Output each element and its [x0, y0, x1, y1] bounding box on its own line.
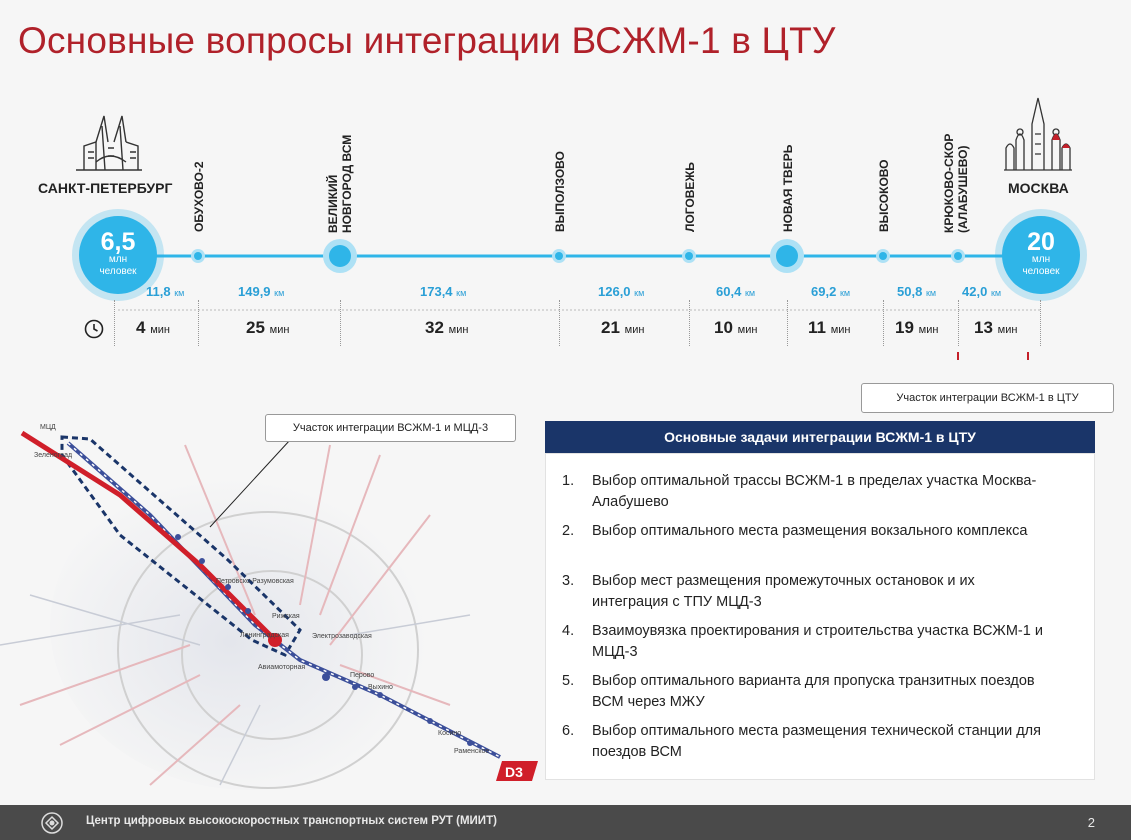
distance-5	[811, 284, 850, 299]
segment-separator	[114, 300, 115, 346]
station-label-kryukovo-text: КРЮКОВО-СКОР (АЛАБУШЕВО)	[942, 133, 970, 233]
station-dot-vypolzovo	[552, 249, 566, 263]
map-label-leningradskaya: Ленинградская	[240, 632, 289, 639]
end-population-unit-people: человек	[1022, 266, 1060, 277]
station-label-vypolzovo: ВЫПОЛЗОВО	[553, 151, 567, 232]
station-label-novgorod	[326, 123, 354, 233]
time-1-unit: мин	[269, 324, 290, 336]
distance-5-value: 69,2	[811, 284, 837, 299]
task-number: 1.	[562, 473, 575, 489]
distance-4	[716, 284, 755, 299]
start-city-label: САНКТ-ПЕТЕРБУРГ	[38, 180, 173, 196]
distance-4-value: 60,4	[716, 284, 742, 299]
station-dot-obukhovo	[191, 249, 205, 263]
distance-1	[238, 284, 284, 299]
map-label-ramenskoe: Раменское	[454, 748, 490, 755]
station-dot-logovezh	[682, 249, 696, 263]
station-dot-kryukovo	[951, 249, 965, 263]
time-3	[601, 318, 644, 338]
distance-5-unit: км	[839, 288, 851, 298]
task-number: 3.	[562, 573, 575, 589]
segment-separator	[883, 300, 884, 346]
segment-separator	[198, 300, 199, 346]
end-city-label: МОСКВА	[1008, 180, 1069, 196]
task-text: Выбор мест размещения промежуточных остановок и их интеграция с ТПУ МЦД-3	[592, 573, 975, 610]
time-4-unit: мин	[737, 324, 758, 336]
distance-0-value: 11,8	[146, 284, 171, 299]
distance-7	[962, 284, 1001, 299]
time-0-value: 4	[136, 318, 146, 337]
task-text: Выбор оптимальной трассы ВСЖМ-1 в пределах участка Москва-Алабушево	[592, 473, 1037, 510]
start-population-value: 6,5	[100, 228, 136, 256]
station-label-logovezh: ЛОГОВЕЖЬ	[683, 162, 697, 232]
task-number: 4.	[562, 623, 575, 639]
time-2-unit: мин	[448, 324, 469, 336]
station-label-kryukovo	[942, 108, 970, 233]
segment-separator	[958, 300, 959, 346]
map-label-petrovsko: Петровско-Разумовская	[216, 578, 294, 585]
distance-2-value: 173,4	[420, 284, 453, 299]
distance-2-unit: км	[456, 288, 467, 298]
map-label-rizhskaya: Рижская	[272, 613, 300, 620]
time-7-value: 13	[974, 318, 993, 337]
map-label-zelenograd: Зеленоград	[34, 452, 73, 459]
end-population-value: 20	[1027, 228, 1055, 256]
start-population-circle	[79, 216, 157, 294]
distance-3-unit: км	[634, 288, 645, 298]
time-0	[136, 318, 170, 338]
mcd3-integration-callout	[265, 414, 516, 442]
time-1	[246, 318, 289, 338]
map-label-perovo: Перово	[350, 672, 375, 679]
time-3-value: 21	[601, 318, 620, 337]
logo-icon	[40, 811, 64, 835]
distance-7-unit: км	[990, 288, 1002, 298]
time-4	[714, 318, 757, 338]
time-2-value: 32	[425, 318, 444, 337]
end-population-circle	[1002, 216, 1080, 294]
time-5	[808, 318, 851, 338]
map-label-aviamotornaya: Авиамоторная	[258, 664, 306, 671]
time-5-value: 11	[808, 318, 826, 337]
start-population-unit-people: человек	[99, 266, 137, 277]
integration-segment-callout	[861, 383, 1114, 413]
distance-4-unit: км	[744, 288, 756, 298]
station-dot-novaya-tver	[770, 239, 804, 273]
distance-6-value: 50,8	[897, 284, 923, 299]
segment-separator	[787, 300, 788, 346]
clock-icon	[84, 319, 104, 339]
start-population-unit: млн	[108, 254, 128, 265]
map-label-kosino: Косино	[438, 730, 462, 737]
segment-separator	[1040, 300, 1041, 346]
time-6-unit: мин	[918, 324, 939, 336]
tasks-list	[545, 453, 1095, 780]
distance-0	[146, 284, 184, 299]
segment-separator	[689, 300, 690, 346]
task-number: 6.	[562, 723, 575, 739]
time-3-unit: мин	[624, 324, 645, 336]
footer-organization: Центр цифровых высокоскоростных транспортных систем РУТ (МИИТ)	[86, 815, 497, 827]
task-text: Выбор оптимального места размещения вокзального комплекса	[592, 523, 1028, 539]
time-4-value: 10	[714, 318, 733, 337]
tasks-header: Основные задачи интеграции ВСЖМ-1 в ЦТУ	[545, 421, 1095, 453]
segment-separator	[559, 300, 560, 346]
station-dot-vysokovo	[876, 249, 890, 263]
d3-badge: D3	[505, 764, 523, 780]
segment-separator	[340, 300, 341, 346]
slide-title: Основные вопросы интеграции ВСЖМ-1 в ЦТУ	[18, 20, 836, 61]
distance-3-value: 126,0	[598, 284, 631, 299]
distance-7-value: 42,0	[962, 284, 988, 299]
footer-bar	[0, 805, 1131, 840]
moscow-railway-map	[0, 415, 545, 800]
time-7-unit: мин	[997, 324, 1018, 336]
task-text: Взаимоувязка проектирования и строительства участка ВСЖМ-1 и МЦД-3	[592, 623, 1043, 660]
distance-2	[420, 284, 466, 299]
time-0-unit: мин	[150, 324, 170, 336]
distance-1-unit: км	[274, 288, 285, 298]
time-7	[974, 318, 1017, 338]
map-label-elektrozavodskaya: Электрозаводская	[312, 633, 372, 640]
time-6	[895, 318, 938, 338]
time-2	[425, 318, 468, 338]
distance-1-value: 149,9	[238, 284, 271, 299]
station-label-novaya-tver: НОВАЯ ТВЕРЬ	[781, 144, 795, 232]
end-population-unit: млн	[1031, 254, 1051, 265]
distance-3	[598, 284, 644, 299]
distance-6	[897, 284, 936, 299]
task-number: 5.	[562, 673, 575, 689]
station-label-obukhovo: ОБУХОВО-2	[192, 161, 206, 232]
station-dot-novgorod	[323, 239, 357, 273]
integration-segment-callout-text: Участок интеграции ВСЖМ-1 в ЦТУ	[896, 392, 1079, 404]
time-1-value: 25	[246, 318, 265, 337]
mcd3-integration-callout-text: Участок интеграции ВСЖМ-1 и МЦД-3	[292, 422, 489, 434]
time-6-value: 19	[895, 318, 914, 337]
task-text: Выбор оптимального места размещения технической станции для поездов ВСМ	[592, 723, 1041, 760]
task-text: Выбор оптимального варианта для пропуска транзитных поездов ВСМ через МЖУ	[592, 673, 1035, 710]
station-label-novgorod-text: ВЕЛИКИЙ НОВГОРОД ВСМ	[326, 134, 354, 233]
distance-0-unit: км	[174, 288, 185, 298]
map-label-vykhino: Выхино	[368, 684, 393, 691]
time-5-unit: мин	[830, 324, 851, 336]
task-number: 2.	[562, 523, 575, 539]
station-label-vysokovo: ВЫСОКОВО	[877, 159, 891, 232]
distance-6-unit: км	[925, 288, 937, 298]
map-label-mcd: МЦД	[40, 424, 56, 431]
page-number: 2	[1087, 815, 1095, 830]
